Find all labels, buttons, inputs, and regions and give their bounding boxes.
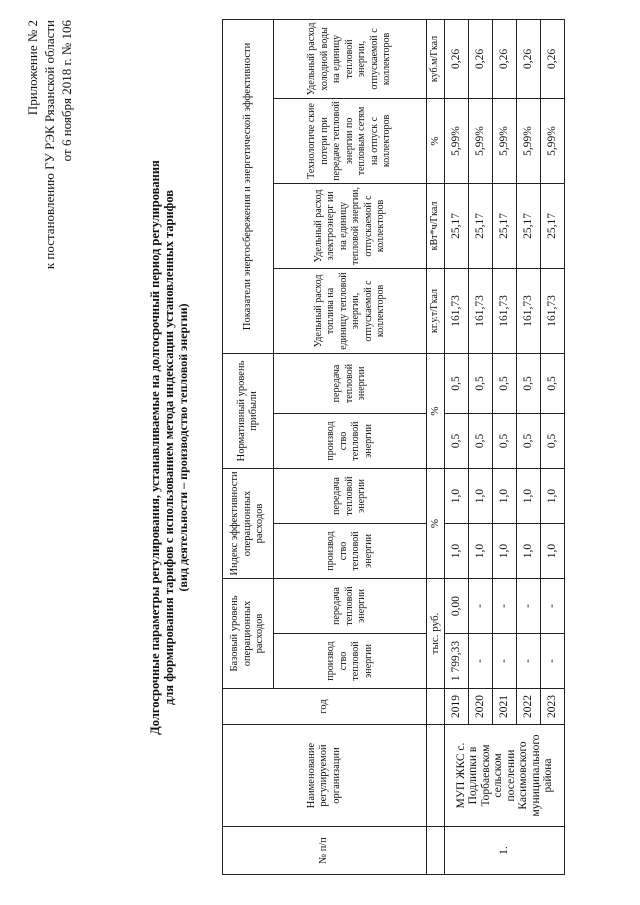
cell-electricity-rate: 25,17 <box>469 183 493 268</box>
header-water-rate: Удельный расход холодной воды на единицу тепловой энергии, отпускаемой с коллекторов <box>274 19 427 98</box>
cell-losses: 5,99% <box>541 98 565 183</box>
header-num: № п/п <box>223 827 427 875</box>
cell-fuel-rate: 161,73 <box>517 268 541 353</box>
cell-profit-production: 0,5 <box>493 413 517 468</box>
cell-year: 2021 <box>493 689 517 725</box>
cell-profit-production: 0,5 <box>469 413 493 468</box>
cell-index-transmission: 1,0 <box>541 468 565 523</box>
header-base-production: производ ство тепловой энергии <box>274 634 427 689</box>
units-row <box>427 19 445 874</box>
cell-base-production: - <box>517 634 541 689</box>
header-profit-production: производ ство тепловой энергии <box>274 413 427 468</box>
unit-efficiency-index: % <box>427 468 445 578</box>
header-base-level: Базовый уровень операционных расходов <box>223 579 274 689</box>
cell-electricity-rate: 25,17 <box>493 183 517 268</box>
cell-base-production: - <box>541 634 565 689</box>
header-efficiency-index: Индекс эффективности операционных расходов <box>223 468 274 578</box>
cell-water-rate: 0,26 <box>541 19 565 98</box>
cell-losses: 5,99% <box>445 98 469 183</box>
document-title <box>148 20 190 875</box>
cell-water-rate: 0,26 <box>517 19 541 98</box>
cell-base-production: - <box>469 634 493 689</box>
appendix-resolution: к постановлению ГУ РЭК Рязанской области <box>42 20 57 270</box>
org-number: 1. <box>445 827 565 875</box>
appendix-date: от 6 ноября 2018 г. № 106 <box>59 20 74 162</box>
cell-fuel-rate: 161,73 <box>445 268 469 353</box>
table-row <box>445 19 469 874</box>
cell-index-transmission: 1,0 <box>445 468 469 523</box>
header-normative-profit: Нормативный уровень прибыли <box>223 353 274 468</box>
cell-fuel-rate: 161,73 <box>541 268 565 353</box>
cell-losses: 5,99% <box>493 98 517 183</box>
cell-profit-production: 0,5 <box>517 413 541 468</box>
header-energy-indicators: Показатели энергосбережения и энергетической эффективности <box>223 19 274 353</box>
header-base-transmission: передача тепловой энергии <box>274 579 427 634</box>
cell-index-production: 1,0 <box>541 524 565 579</box>
title-line-3: (вид деятельности – производство тепловой энергии) <box>176 303 190 592</box>
cell-year: 2019 <box>445 689 469 725</box>
unit-normative-profit: % <box>427 353 445 468</box>
header-org-name: Наименование регулируемой организации <box>223 725 427 827</box>
header-index-transmission: передача тепловой энергии <box>274 468 427 523</box>
cell-year: 2020 <box>469 689 493 725</box>
cell-water-rate: 0,26 <box>493 19 517 98</box>
cell-electricity-rate: 25,17 <box>517 183 541 268</box>
header-profit-transmission: передача тепловой энергии <box>274 353 427 413</box>
cell-profit-transmission: 0,5 <box>541 353 565 413</box>
header-index-production: производ ство тепловой энергии <box>274 524 427 579</box>
cell-profit-production: 0,5 <box>445 413 469 468</box>
cell-fuel-rate: 161,73 <box>469 268 493 353</box>
cell-profit-transmission: 0,5 <box>493 353 517 413</box>
cell-index-transmission: 1,0 <box>469 468 493 523</box>
cell-electricity-rate: 25,17 <box>445 183 469 268</box>
cell-index-transmission: 1,0 <box>517 468 541 523</box>
cell-base-transmission: - <box>517 579 541 634</box>
unit-electricity-rate: кВт*ч/Гкал <box>427 183 445 268</box>
cell-index-production: 1,0 <box>493 524 517 579</box>
cell-index-production: 1,0 <box>517 524 541 579</box>
cell-electricity-rate: 25,17 <box>541 183 565 268</box>
cell-base-transmission: 0,00 <box>445 579 469 634</box>
org-name: МУП ЖКС с. Подлипки в Торбаевском сельском поселении Касимовского муниципального района <box>445 725 565 827</box>
appendix-reference <box>24 20 75 269</box>
cell-index-transmission: 1,0 <box>493 468 517 523</box>
cell-base-transmission: - <box>541 579 565 634</box>
cell-base-transmission: - <box>469 579 493 634</box>
header-electricity-rate: Удельный расход электроэнерг ии на единицу тепловой энергии, отпускаемой с коллекторов <box>274 183 427 268</box>
header-row-1 <box>223 19 274 874</box>
title-line-2: для формирования тарифов с использованием метода индексации установленных тарифов <box>162 189 176 706</box>
unit-losses: % <box>427 98 445 183</box>
cell-water-rate: 0,26 <box>445 19 469 98</box>
unit-base-level: тыс. руб. <box>427 579 445 689</box>
cell-losses: 5,99% <box>469 98 493 183</box>
cell-index-production: 1,0 <box>469 524 493 579</box>
header-fuel-rate: Удельный расход топлива на единицу тепловой энергии, отпускаемой с коллекторов <box>274 268 427 353</box>
appendix-number: Приложение № 2 <box>25 20 40 116</box>
cell-index-production: 1,0 <box>445 524 469 579</box>
cell-profit-transmission: 0,5 <box>469 353 493 413</box>
cell-losses: 5,99% <box>517 98 541 183</box>
header-year: год <box>223 689 427 725</box>
cell-fuel-rate: 161,73 <box>493 268 517 353</box>
cell-base-transmission: - <box>493 579 517 634</box>
cell-profit-transmission: 0,5 <box>517 353 541 413</box>
header-losses: Технологиче ские потери при передаче тепловой энергии по тепловым сетям на отпуск с коллекторов <box>274 98 427 183</box>
cell-year: 2022 <box>517 689 541 725</box>
cell-profit-production: 0,5 <box>541 413 565 468</box>
parameters-table <box>222 19 565 875</box>
cell-water-rate: 0,26 <box>469 19 493 98</box>
cell-base-production: 1 799,33 <box>445 634 469 689</box>
title-line-1: Долгосрочные параметры регулирования, устанавливаемые на долгосрочный период регулирования <box>148 160 162 735</box>
cell-profit-transmission: 0,5 <box>445 353 469 413</box>
cell-base-production: - <box>493 634 517 689</box>
cell-year: 2023 <box>541 689 565 725</box>
unit-fuel-rate: кг.у.т/Гкал <box>427 268 445 353</box>
unit-water-rate: куб.м/Гкал <box>427 19 445 98</box>
